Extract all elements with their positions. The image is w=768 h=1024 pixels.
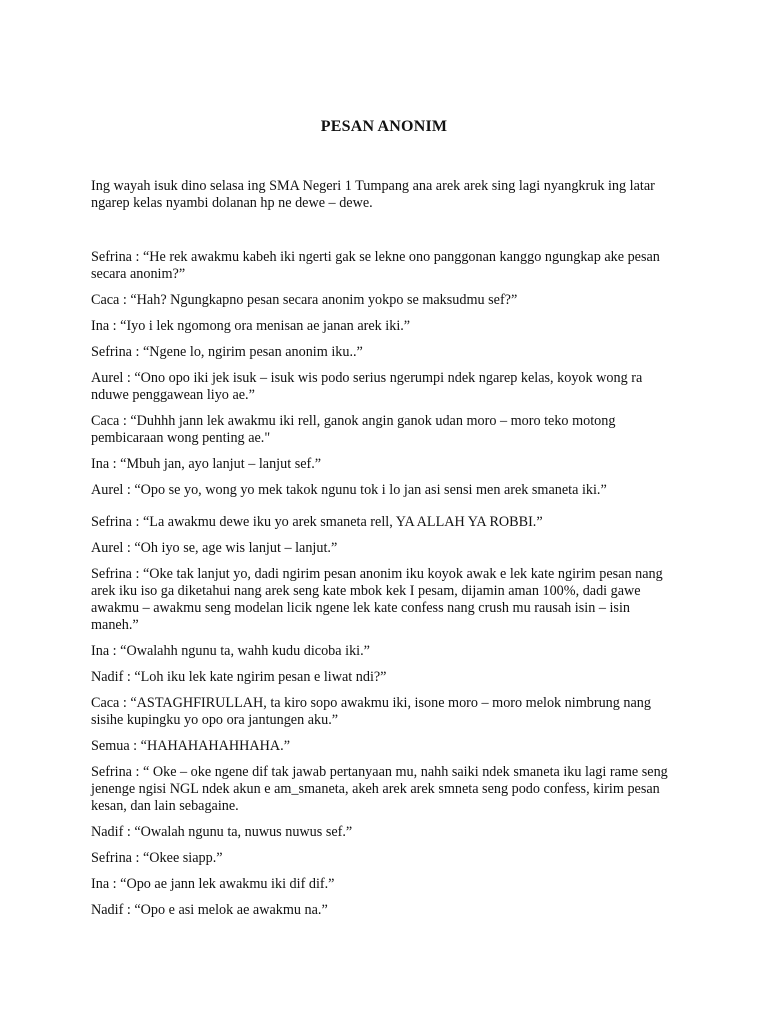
dialogue-line: Nadif : “Opo e asi melok ae awakmu na.” bbox=[91, 902, 328, 918]
dialogue-line: Sefrina : “Okee siapp.” bbox=[91, 850, 223, 866]
dialogue-line: Ina : “Iyo i lek ngomong ora menisan ae janan arek iki.” bbox=[91, 318, 411, 334]
dialogue-line: Sefrina : “He rek awakmu kabeh iki ngerti gak se lekne ono panggonan kanggo ngungkap ake pesan secara anonim?” bbox=[91, 249, 660, 282]
dialogue-line: Ina : “Mbuh jan, ayo lanjut – lanjut sef.” bbox=[91, 456, 322, 472]
dialogue-line: Sefrina : “Oke tak lanjut yo, dadi ngirim pesan anonim iku koyok awak e lek kate ngirim pesan nang arek iku iso ga diketahui nang arek seng kate mbok kek I pesam, dijamin aman 100%, dadi gawe awakmu – awakmu seng modelan licik ngene lek kate confess nang crush mu rausah isin – isin maneh.” bbox=[91, 566, 663, 633]
dialogue-line: Sefrina : “ Oke – oke ngene dif tak jawab pertanyaan mu, nahh saiki ndek smaneta iku lagi rame seng jenenge ngisi NGL ndek akun e am_smaneta, akeh arek arek smneta seng podo confess, kirim pesan kesan, dan lain sebagaine. bbox=[91, 764, 668, 814]
document-title: PESAN ANONIM bbox=[320, 118, 448, 135]
intro-paragraph: Ing wayah isuk dino selasa ing SMA Negeri 1 Tumpang ana arek arek sing lagi nyangkruk ing latar ngarep kelas nyambi dolanan hp ne dewe – dewe. bbox=[91, 178, 655, 211]
dialogue-line: Caca : “ASTAGHFIRULLAH, ta kiro sopo awakmu iki, isone moro – moro melok nimbrung nang sisihe kupingku yo opo ora jantungen aku.” bbox=[91, 695, 651, 728]
dialogue-line: Caca : “Hah? Ngungkapno pesan secara anonim yokpo se maksudmu sef?” bbox=[91, 292, 518, 308]
dialogue-line: Sefrina : “La awakmu dewe iku yo arek smaneta rell, YA ALLAH YA ROBBI.” bbox=[91, 514, 543, 530]
dialogue-section bbox=[91, 249, 681, 928]
dialogue-line: Aurel : “Oh iyo se, age wis lanjut – lanjut.” bbox=[91, 540, 338, 556]
dialogue-line: Caca : “Duhhh jann lek awakmu iki rell, ganok angin ganok udan moro – moro teko motong pembicaraan wong penting ae." bbox=[91, 413, 616, 446]
dialogue-line: Aurel : “Ono opo iki jek isuk – isuk wis podo serius ngerumpi ndek ngarep kelas, koyok wong ra nduwe penggawean liyo ae.” bbox=[91, 370, 643, 403]
dialogue-line: Semua : “HAHAHAHAHHAHA.” bbox=[91, 738, 290, 754]
dialogue-line: Aurel : “Opo se yo, wong yo mek takok ngunu tok i lo jan asi sensi men arek smaneta iki.” bbox=[91, 482, 607, 498]
dialogue-line: Nadif : “Owalah ngunu ta, nuwus nuwus sef.” bbox=[91, 824, 353, 840]
dialogue-line: Nadif : “Loh iku lek kate ngirim pesan e liwat ndi?” bbox=[91, 669, 387, 685]
dialogue-line: Ina : “Opo ae jann lek awakmu iki dif dif.” bbox=[91, 876, 335, 892]
dialogue-line: Sefrina : “Ngene lo, ngirim pesan anonim iku..” bbox=[91, 344, 363, 360]
dialogue-line: Ina : “Owalahh ngunu ta, wahh kudu dicoba iki.” bbox=[91, 643, 370, 659]
